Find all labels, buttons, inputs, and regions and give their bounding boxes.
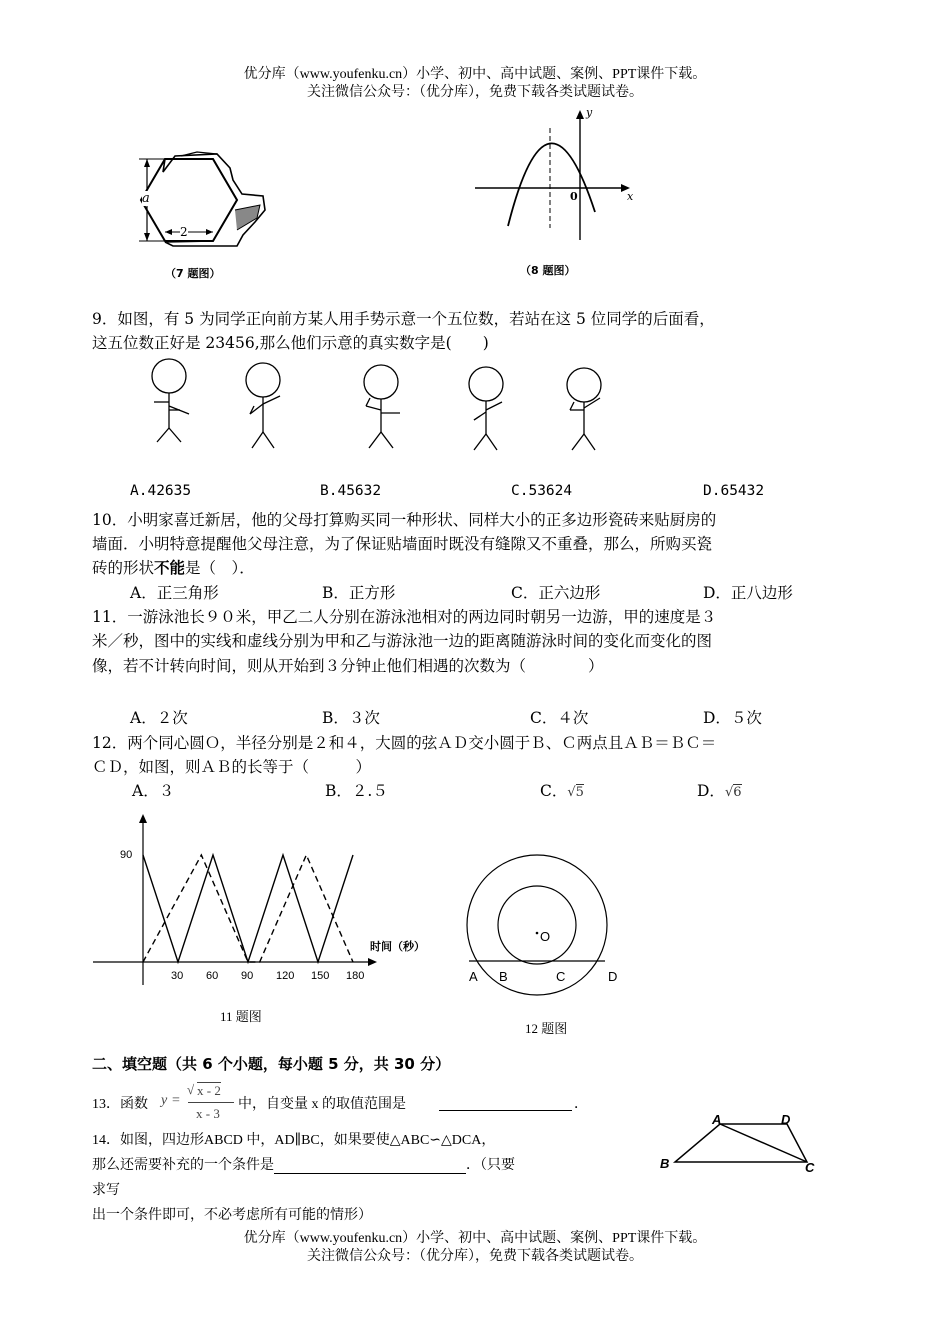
fig11-x-tick-30: 30 [171, 970, 184, 982]
q12-option-d-label: D． [697, 782, 725, 800]
fig11-x-tick-180: 180 [346, 970, 365, 982]
q10-line-1: 10．小明家喜迁新居，他的父母打算购买同一种形状、同样大小的正多边形瓷砖来贴厨房的 [92, 511, 717, 529]
fig12-large-circle [467, 855, 607, 995]
q10-option-d: D．正八边形 [703, 584, 793, 602]
q12-option-b: B．２.５ [325, 782, 388, 800]
fig8-caption: （8 题图） [520, 264, 576, 277]
q13-formula-denominator: x - 3 [196, 1106, 220, 1121]
fig7-label-a: a [142, 191, 150, 206]
q14-trapezoid [655, 1110, 825, 1175]
q13-pre: 13．函数 [92, 1097, 148, 1112]
q14-label-b: B [660, 1156, 670, 1171]
fig11-series-solid [143, 855, 353, 962]
q11-option-d: D．５次 [703, 709, 762, 727]
q14-answer-blank[interactable] [274, 1157, 466, 1174]
footer-line-2: 关注微信公众号：（优分库），免费下载各类试题试卷。 [307, 1249, 643, 1264]
q13-sqrt-sign: √ [187, 1082, 195, 1097]
header-line-1: 优分库（www.youfenku.cn）小学、初中、高中试题、案例、PPT课件下载。 [243, 67, 707, 82]
q9-stick-figures [140, 358, 620, 458]
q12-option-c-label: C． [540, 782, 568, 800]
section-2-title: 二、填空题（共 6 个小题，每小题 5 分，共 30 分） [92, 1055, 451, 1073]
q14-trapezoid-shape [675, 1124, 807, 1162]
q10-line-3 [92, 556, 872, 580]
q12-line-1: 12．两个同心圆Ｏ，半径分别是２和４，大圆的弦ＡＤ交小圆于Ｂ、Ｃ两点且ＡＢ＝ＢＣ＝ [92, 734, 717, 752]
fig11-x-arrow [368, 958, 377, 966]
q14-line-3: 求写 [92, 1183, 120, 1198]
fig12-center-dot [536, 932, 539, 935]
q12-sqrt-d-radicand: 6 [733, 785, 742, 800]
q11-option-a: A．２次 [130, 709, 188, 727]
header-line-2: 关注微信公众号：（优分库），免费下载各类试题试卷。 [307, 85, 643, 100]
fig12-point-a: A [469, 969, 478, 984]
q10-line-3-pre: 砖的形状 [92, 559, 155, 577]
fig12-center-label: O [540, 929, 551, 944]
q14-line-2 [92, 1154, 515, 1174]
q13-end: ． [574, 1097, 588, 1112]
q13-post: 中，自变量 x 的取值范围是 [238, 1097, 406, 1112]
q13-formula-eq: = [172, 1093, 180, 1108]
fig12-small-circle [498, 886, 576, 964]
fig11-x-tick-150: 150 [311, 970, 330, 982]
q14-line-2-post: ．（只要 [466, 1158, 515, 1173]
fig11-x-label: 时间（秒） [370, 941, 425, 953]
q11-line-1: 11．一游泳池长９０米，甲乙二人分别在游泳池相对的两边同时朝另一边游，甲的速度是３ [92, 608, 717, 626]
q9-option-b: B.45632 [320, 483, 382, 499]
q13-fraction-bar [188, 1102, 234, 1103]
q10-option-c: C．正六边形 [511, 584, 601, 602]
q11-option-c: C．４次 [530, 709, 589, 727]
q14-diagonal-ac [720, 1124, 807, 1162]
fig11-x-tick-120: 120 [276, 970, 295, 982]
q11-option-b: B．３次 [322, 709, 380, 727]
q12-option-d [697, 779, 742, 801]
q12-option-c [540, 779, 584, 801]
q14-label-d: D [781, 1112, 791, 1127]
q13-answer-blank[interactable] [439, 1093, 572, 1111]
q12-sqrt-c: √5 [567, 785, 584, 800]
fig11-y-arrow [139, 814, 147, 823]
fig8-label-y: y [586, 106, 593, 119]
figure-8-parabola [470, 108, 640, 248]
q14-line-4: 出一个条件即可，不必考虑所有可能的情形） [92, 1208, 372, 1223]
q11-line-2: 米／秒，图中的实线和虚线分别为甲和乙与游泳池一边的距离随游泳时间的变化而变化的图 [92, 632, 713, 650]
fig11-chart [85, 810, 455, 1000]
fig11-caption: 11 题图 [220, 1009, 262, 1024]
q9-option-c: C.53624 [511, 483, 573, 499]
fig8-label-o: 0 [570, 190, 578, 203]
fig8-label-x: x [627, 190, 634, 203]
q9-option-a: A.42635 [130, 483, 192, 499]
fig12-point-d: D [608, 969, 618, 984]
fig11-x-tick-90: 90 [241, 970, 254, 982]
q12-sqrt-c-radicand: 5 [575, 785, 584, 800]
fig12-point-c: C [556, 969, 566, 984]
fig12-circles [455, 845, 635, 1005]
q10-line-3-post: 是（ ）． [185, 559, 255, 577]
q11-line-3: 像，若不计转向时间，则从开始到３分钟止他们相遇的次数为（ ） [92, 657, 604, 675]
fig7-label-2: 2 [180, 225, 188, 239]
q10-option-a: A．正三角形 [130, 584, 219, 602]
footer-line-1: 优分库（www.youfenku.cn）小学、初中、高中试题、案例、PPT课件下载。 [243, 1231, 707, 1246]
q10-option-b: B．正方形 [322, 584, 396, 602]
fig11-x-tick-60: 60 [206, 970, 219, 982]
q14-line-1: 14．如图，四边形ABCD 中，AD∥BC，如果要使△ABC∽△DCA， [92, 1133, 496, 1148]
q9-line-2: 这五位数正好是 23456,那么他们示意的真实数字是( ) [92, 334, 489, 352]
q13-formula-y: y [161, 1093, 168, 1108]
q14-label-c: C [805, 1160, 815, 1175]
q9-line-1: 9．如图，有 5 为同学正向前方某人用手势示意一个五位数，若站在这 5 位同学的后面看， [92, 310, 715, 328]
fig11-series-dashed [143, 855, 353, 962]
q12-option-a: A．３ [132, 782, 175, 800]
q9-option-d: D.65432 [703, 483, 765, 499]
fig7-caption: （7 题图） [165, 267, 221, 280]
q14-line-2-pre: 那么还需要补充的一个条件是 [92, 1158, 274, 1173]
fig11-y-tick-90: 90 [120, 849, 133, 861]
q12-line-2: ＣＤ，如图，则ＡＢ的长等于（ ） [92, 758, 372, 776]
q10-line-2: 墙面．小明特意提醒他父母注意，为了保证贴墙面时既没有缝隙又不重叠，那么，所购买瓷 [92, 535, 713, 553]
q12-sqrt-d: √6 [724, 785, 742, 800]
q10-line-3-bold: 不能 [154, 559, 186, 577]
q13-formula-numerator: x - 2 [197, 1083, 221, 1098]
q14-label-a: A [712, 1112, 722, 1127]
fig12-point-b: B [499, 969, 508, 984]
fig12-caption: 12 题图 [525, 1021, 568, 1036]
